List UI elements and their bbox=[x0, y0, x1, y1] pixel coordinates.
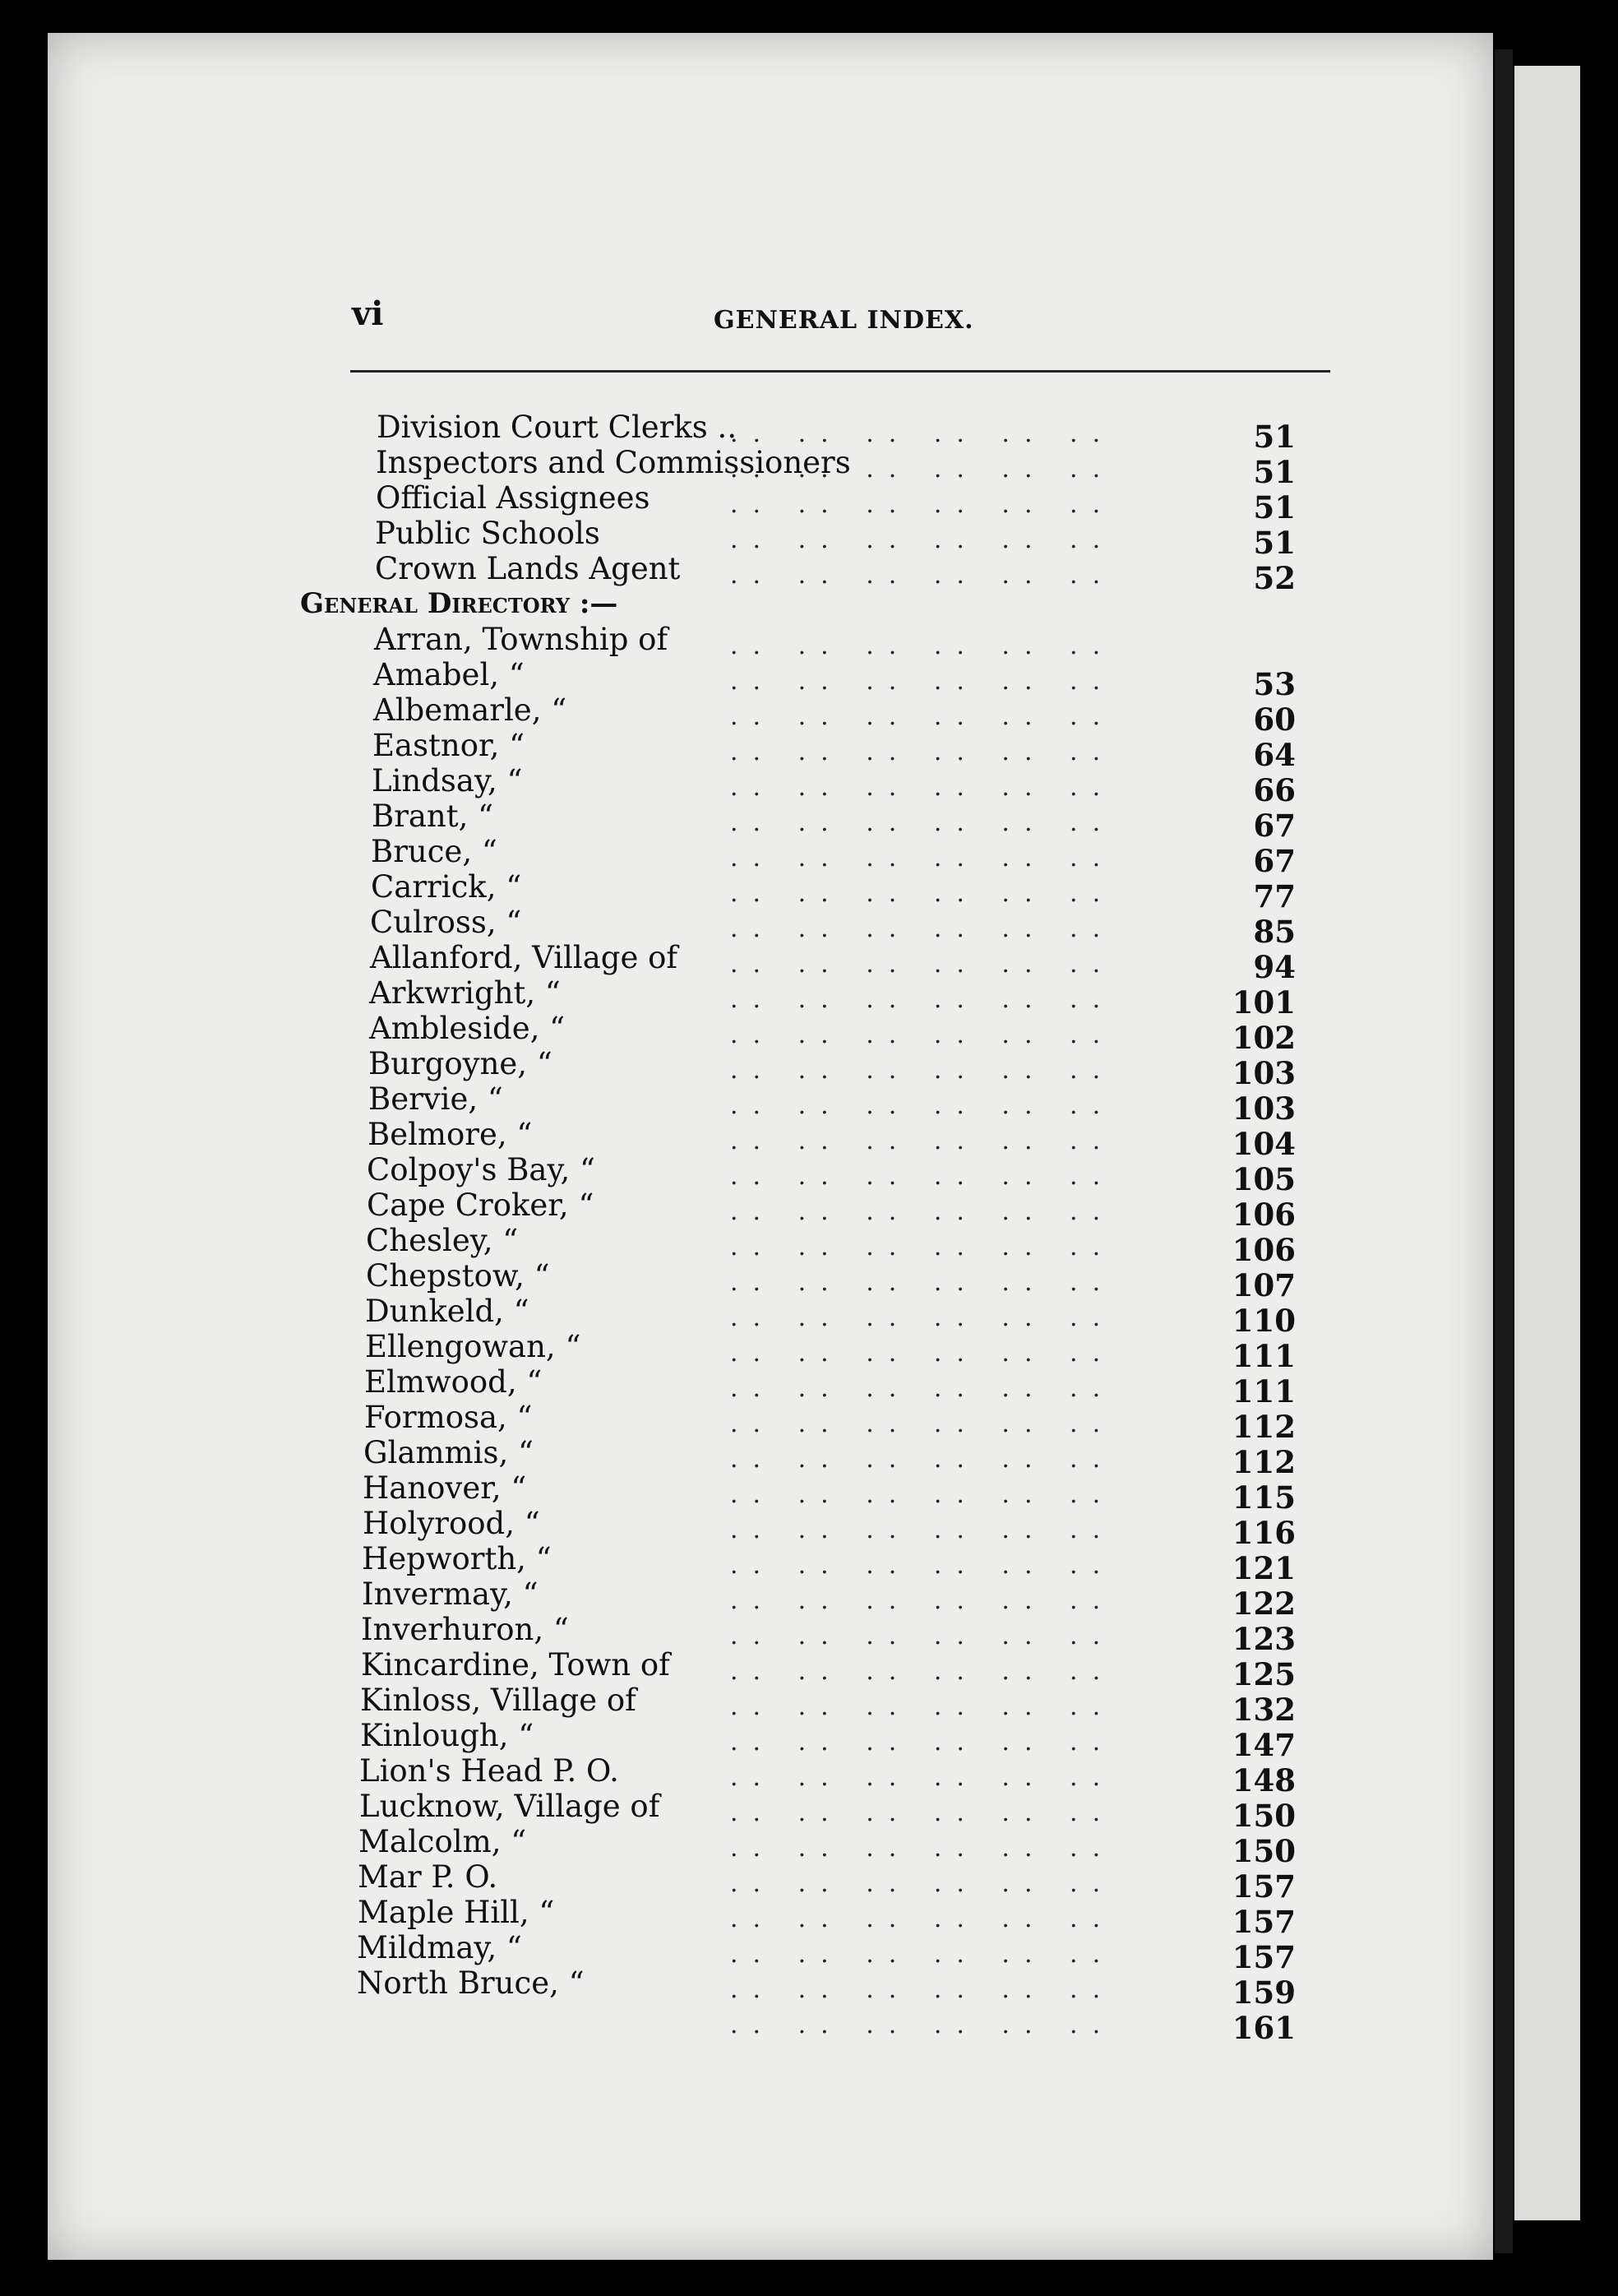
index-entry bbox=[48, 799, 1493, 844]
index-entry bbox=[48, 1435, 1493, 1480]
leader-dots: .. .. .. .. .. .. bbox=[730, 1869, 1116, 1898]
index-entry-page: 60 bbox=[1253, 701, 1296, 738]
leader-dots: .. .. .. .. .. .. bbox=[730, 561, 1116, 590]
index-entries bbox=[48, 410, 1493, 2046]
index-entry bbox=[48, 1187, 1493, 1233]
index-entry-page: 102 bbox=[1232, 1020, 1296, 1056]
index-entry-label: Glammis, “ bbox=[363, 1435, 534, 1470]
index-entry bbox=[48, 1930, 1493, 1975]
index-entry-page: 125 bbox=[1232, 1656, 1296, 1692]
index-entry-page: 77 bbox=[1253, 878, 1296, 914]
index-entry-label: Official Assignees bbox=[376, 480, 650, 516]
index-entry bbox=[48, 1329, 1493, 1374]
index-entry bbox=[48, 692, 1493, 738]
leader-dots: .. .. .. .. .. .. bbox=[730, 1657, 1116, 1686]
index-entry-page: 147 bbox=[1232, 1727, 1296, 1763]
leader-dots: .. .. .. .. .. .. bbox=[730, 1091, 1116, 1120]
leader-dots: .. .. .. .. .. .. bbox=[730, 879, 1116, 908]
index-entry bbox=[48, 445, 1493, 490]
index-entry-label: Arran, Township of bbox=[374, 622, 668, 657]
leader-dots: .. .. .. .. .. .. bbox=[730, 1940, 1116, 1969]
index-entry bbox=[48, 940, 1493, 985]
leader-dots: .. .. .. .. .. .. bbox=[730, 1021, 1116, 1049]
index-entry-label: Brant, “ bbox=[372, 799, 494, 834]
index-entry bbox=[48, 1294, 1493, 1339]
leader-dots: .. .. .. .. .. .. bbox=[730, 1516, 1116, 1544]
index-entry bbox=[48, 551, 1493, 596]
index-entry-page: 112 bbox=[1232, 1444, 1296, 1480]
index-entry-label: Malcolm, “ bbox=[358, 1824, 527, 1859]
index-entry-label: Maple Hill, “ bbox=[358, 1895, 555, 1930]
index-entry-label: Crown Lands Agent bbox=[375, 551, 681, 586]
index-entry-label: Mar P. O. bbox=[358, 1859, 498, 1895]
index-entry bbox=[48, 1859, 1493, 1905]
index-entry-label: Albemarle, “ bbox=[373, 692, 567, 728]
index-entry-page: 148 bbox=[1232, 1762, 1296, 1798]
index-entry-page: 116 bbox=[1232, 1515, 1296, 1551]
index-entry bbox=[48, 1364, 1493, 1410]
index-entry-label: Allanford, Village of bbox=[370, 940, 678, 975]
index-entry bbox=[48, 1683, 1493, 1728]
index-entry-label: Bruce, “ bbox=[371, 834, 497, 869]
index-entry-page: 122 bbox=[1232, 1585, 1296, 1622]
index-entry bbox=[48, 763, 1493, 808]
leader-dots: .. .. .. .. .. .. bbox=[730, 1975, 1116, 2004]
leader-dots: .. .. .. .. .. .. bbox=[730, 702, 1116, 731]
index-entry-label: Culross, “ bbox=[370, 905, 522, 940]
index-entry-page: 157 bbox=[1232, 1868, 1296, 1905]
index-entry-label: Kinlough, “ bbox=[360, 1718, 534, 1753]
index-entry-label: Lion's Head P. O. bbox=[359, 1753, 619, 1789]
index-entry-page: 107 bbox=[1232, 1267, 1296, 1303]
index-entry bbox=[48, 622, 1493, 660]
index-entry-label: Ambleside, “ bbox=[369, 1011, 566, 1046]
index-entry-page: 115 bbox=[1232, 1479, 1296, 1516]
index-entry-page: 103 bbox=[1232, 1090, 1296, 1127]
index-entry-label: Lucknow, Village of bbox=[359, 1789, 660, 1824]
index-entry bbox=[48, 728, 1493, 773]
leader-dots: .. .. .. .. .. .. bbox=[730, 1692, 1116, 1721]
leader-dots: .. .. .. .. .. .. bbox=[730, 667, 1116, 696]
index-entry-page: 64 bbox=[1253, 737, 1296, 773]
index-entry bbox=[48, 869, 1493, 914]
index-entry bbox=[48, 1152, 1493, 1197]
leader-dots: .. .. .. .. .. .. bbox=[730, 1728, 1116, 1757]
index-entry-label: Eastnor, “ bbox=[372, 728, 525, 763]
leader-dots: .. .. .. .. .. .. bbox=[730, 2011, 1116, 2039]
index-entry bbox=[48, 1753, 1493, 1798]
index-entry-page: 106 bbox=[1232, 1197, 1296, 1233]
leader-dots: .. .. .. .. .. .. bbox=[730, 1763, 1116, 1792]
index-entry-label: Carrick, “ bbox=[371, 869, 522, 905]
index-entry bbox=[48, 2001, 1493, 2046]
index-entry-label: Ellengowan, “ bbox=[365, 1329, 581, 1364]
index-entry-label: Hanover, “ bbox=[363, 1470, 527, 1506]
index-entry-label: Public Schools bbox=[375, 516, 600, 551]
index-entry-page: 105 bbox=[1232, 1161, 1296, 1197]
index-entry bbox=[48, 1824, 1493, 1869]
leader-dots: .. .. .. .. .. .. bbox=[730, 950, 1116, 979]
index-entry-label: Inspectors and Commissioners bbox=[376, 445, 851, 480]
index-entry bbox=[48, 410, 1493, 455]
index-entry-page: 67 bbox=[1253, 843, 1296, 879]
index-entry-label: Holyrood, “ bbox=[363, 1506, 540, 1541]
index-entry-page: 51 bbox=[1253, 419, 1296, 455]
leader-dots: .. .. .. .. .. .. bbox=[730, 914, 1116, 943]
index-entry-page: 67 bbox=[1253, 808, 1296, 844]
index-entry-page: 94 bbox=[1253, 949, 1296, 985]
index-entry-label: Arkwright, “ bbox=[369, 975, 561, 1011]
index-entry bbox=[48, 480, 1493, 525]
leader-dots: .. .. .. .. .. .. bbox=[730, 1586, 1116, 1615]
index-entry-label: Dunkeld, “ bbox=[365, 1294, 529, 1329]
index-entry bbox=[48, 1506, 1493, 1551]
leader-dots: .. .. .. .. .. .. bbox=[730, 1127, 1116, 1155]
index-entry-page: 51 bbox=[1253, 489, 1296, 525]
index-entry-label: Elmwood, “ bbox=[364, 1364, 543, 1400]
index-entry bbox=[48, 1576, 1493, 1622]
index-entry-page: 111 bbox=[1232, 1338, 1296, 1374]
index-entry bbox=[48, 1541, 1493, 1586]
index-entry-page: 157 bbox=[1232, 1904, 1296, 1940]
leader-dots: .. .. .. .. .. .. bbox=[730, 1162, 1116, 1191]
index-entry-page: 123 bbox=[1232, 1621, 1296, 1657]
facing-page-edge bbox=[1514, 66, 1580, 2220]
index-entry bbox=[48, 1647, 1493, 1692]
index-entry-label: Kincardine, Town of bbox=[361, 1647, 670, 1683]
leader-dots: .. .. .. .. .. .. bbox=[730, 1445, 1116, 1474]
index-entry-page: 112 bbox=[1232, 1409, 1296, 1445]
page-folio: vi bbox=[352, 294, 384, 333]
index-entry bbox=[48, 516, 1493, 561]
index-entry-label: Kinloss, Village of bbox=[360, 1683, 636, 1718]
index-entry-label: Chepstow, “ bbox=[366, 1258, 550, 1294]
index-section-heading bbox=[48, 586, 1493, 622]
index-entry bbox=[48, 975, 1493, 1021]
leader-dots: .. .. .. .. .. .. bbox=[730, 1374, 1116, 1403]
index-entry bbox=[48, 1789, 1493, 1834]
leader-dots: .. .. .. .. .. .. bbox=[730, 1339, 1116, 1368]
index-entry-label: Formosa, “ bbox=[364, 1400, 533, 1435]
index-entry-label: Invermay, “ bbox=[362, 1576, 539, 1612]
index-entry-label: North Bruce, “ bbox=[357, 1965, 585, 2001]
index-entry-label: General Directory :— bbox=[300, 587, 618, 620]
index-entry-page: 51 bbox=[1253, 454, 1296, 490]
running-head: GENERAL INDEX. bbox=[714, 306, 974, 335]
index-entry-page: 161 bbox=[1232, 2010, 1296, 2046]
index-entry-label: Mildmay, “ bbox=[357, 1930, 522, 1965]
leader-dots: .. .. .. .. .. .. bbox=[730, 455, 1116, 484]
index-entry-page: 132 bbox=[1232, 1692, 1296, 1728]
header-rule bbox=[350, 370, 1330, 373]
index-entry-page: 101 bbox=[1232, 984, 1296, 1021]
index-entry-page: 159 bbox=[1232, 1974, 1296, 2011]
leader-dots: .. .. .. .. .. .. bbox=[730, 632, 1116, 660]
index-entry bbox=[48, 905, 1493, 950]
leader-dots: .. .. .. .. .. .. bbox=[730, 1622, 1116, 1650]
leader-dots: .. .. .. .. .. .. bbox=[730, 1834, 1116, 1863]
index-entry-label: Burgoyne, “ bbox=[368, 1046, 552, 1081]
index-entry bbox=[48, 1011, 1493, 1056]
book-page bbox=[48, 33, 1493, 2260]
leader-dots: .. .. .. .. .. .. bbox=[730, 1268, 1116, 1297]
index-entry-page: 121 bbox=[1232, 1550, 1296, 1586]
index-entry-label: Chesley, “ bbox=[366, 1223, 519, 1258]
index-entry-page: 157 bbox=[1232, 1939, 1296, 1975]
index-entry-page: 103 bbox=[1232, 1055, 1296, 1091]
index-entry bbox=[48, 1895, 1493, 1940]
leader-dots: .. .. .. .. .. .. bbox=[730, 419, 1116, 448]
index-entry-page: 111 bbox=[1232, 1373, 1296, 1410]
leader-dots: .. .. .. .. .. .. bbox=[730, 844, 1116, 873]
index-entry bbox=[48, 1612, 1493, 1657]
leader-dots: .. .. .. .. .. .. bbox=[730, 1410, 1116, 1438]
index-entry-page: 66 bbox=[1253, 772, 1296, 808]
index-entry-page: 52 bbox=[1253, 560, 1296, 596]
index-entry bbox=[48, 1400, 1493, 1445]
leader-dots: .. .. .. .. .. .. bbox=[730, 738, 1116, 766]
index-entry bbox=[48, 1258, 1493, 1303]
index-entry-page: 150 bbox=[1232, 1798, 1296, 1834]
leader-dots: .. .. .. .. .. .. bbox=[730, 1233, 1116, 1261]
index-entry-label: Hepworth, “ bbox=[362, 1541, 552, 1576]
index-entry bbox=[48, 1081, 1493, 1127]
index-entry bbox=[48, 1470, 1493, 1516]
index-entry-label: Cape Croker, “ bbox=[367, 1187, 594, 1223]
index-entry-page: 85 bbox=[1253, 914, 1296, 950]
index-entry-page: 106 bbox=[1232, 1232, 1296, 1268]
leader-dots: .. .. .. .. .. .. bbox=[730, 808, 1116, 837]
leader-dots: .. .. .. .. .. .. bbox=[730, 1056, 1116, 1085]
index-entry bbox=[48, 657, 1493, 702]
book-spine bbox=[1495, 49, 1513, 2253]
leader-dots: .. .. .. .. .. .. bbox=[730, 490, 1116, 519]
index-entry-page: 150 bbox=[1232, 1833, 1296, 1869]
leader-dots: .. .. .. .. .. .. bbox=[730, 773, 1116, 802]
leader-dots: .. .. .. .. .. .. bbox=[730, 1905, 1116, 1933]
index-entry bbox=[48, 1046, 1493, 1091]
index-entry-label: Amabel, “ bbox=[373, 657, 525, 692]
leader-dots: .. .. .. .. .. .. bbox=[730, 1197, 1116, 1226]
index-entry-label: Division Court Clerks .. bbox=[377, 410, 737, 445]
index-entry-page: 53 bbox=[1253, 666, 1296, 702]
index-entry-page: 110 bbox=[1232, 1303, 1296, 1339]
leader-dots: .. .. .. .. .. .. bbox=[730, 1551, 1116, 1580]
leader-dots: .. .. .. .. .. .. bbox=[730, 1303, 1116, 1332]
index-entry-label: Colpoy's Bay, “ bbox=[367, 1152, 595, 1187]
index-entry-page: 104 bbox=[1232, 1126, 1296, 1162]
leader-dots: .. .. .. .. .. .. bbox=[730, 1798, 1116, 1827]
index-entry bbox=[48, 1718, 1493, 1763]
index-entry-page: 51 bbox=[1253, 525, 1296, 561]
index-entry bbox=[48, 1223, 1493, 1268]
index-entry-label: Lindsay, “ bbox=[372, 763, 523, 799]
leader-dots: .. .. .. .. .. .. bbox=[730, 1480, 1116, 1509]
index-entry-label: Inverhuron, “ bbox=[361, 1612, 569, 1647]
index-entry bbox=[48, 834, 1493, 879]
index-entry-label: Belmore, “ bbox=[368, 1117, 533, 1152]
index-entry bbox=[48, 1965, 1493, 2011]
index-entry bbox=[48, 1117, 1493, 1162]
index-entry-label: Bervie, “ bbox=[368, 1081, 503, 1117]
leader-dots: .. .. .. .. .. .. bbox=[730, 985, 1116, 1014]
leader-dots: .. .. .. .. .. .. bbox=[730, 525, 1116, 554]
